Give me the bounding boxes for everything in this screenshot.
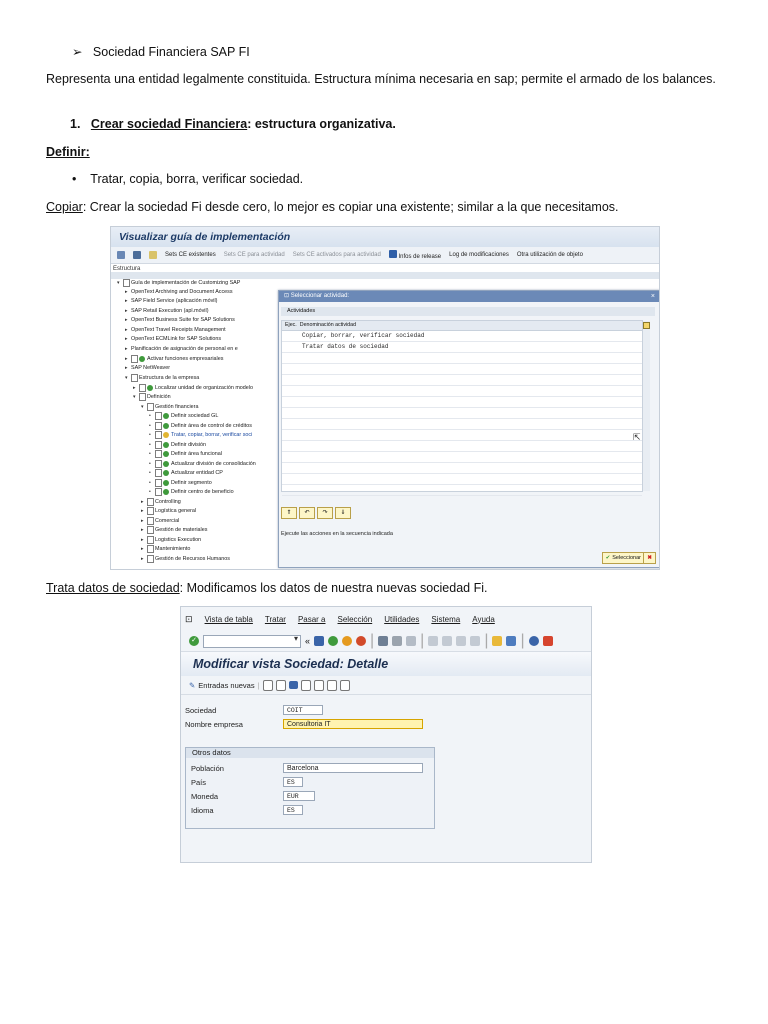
tree-header: Estructura [113,266,141,272]
tree-toggle-icon[interactable]: • [149,451,151,457]
execute-icon[interactable] [163,451,169,457]
document-icon [155,422,162,430]
arrow-bullet-icon: ➢ [72,45,83,59]
poblacion-label: Población [191,763,224,773]
bullet-actions [72,171,748,188]
save-icon[interactable] [314,636,324,646]
menu-tratar[interactable]: Tratar [264,614,286,624]
tree-node-label: Tratar, copiar, borrar, verificar soci [171,432,253,438]
application-toolbar [181,676,591,695]
separator: | [420,632,425,649]
tree-toggle-icon[interactable]: ▸ [141,517,144,524]
check-icon: ✔ [605,555,611,561]
document-icon [155,412,162,420]
dot-bullet-icon: • [72,172,77,186]
grid-row-empty [282,397,642,408]
toolbar-infos-release[interactable] [389,250,441,260]
grid-settings-icon[interactable] [643,322,650,329]
tree-toggle-icon[interactable]: ▸ [141,527,144,533]
cancel-icon[interactable] [356,636,366,646]
copy-icon[interactable] [263,680,273,691]
nombre-row [185,719,423,729]
document-icon [139,393,146,401]
cancel-icon: ✖ [647,555,652,561]
tree-node-label: OpenText Archiving and Document Access [131,288,233,295]
sociedad-field[interactable]: COIT [283,705,323,715]
tree-node-label: Logística general [155,508,197,514]
tree-node[interactable] [141,517,179,525]
step1-link-text: Crear sociedad Financiera [90,117,248,131]
tree-toggle-icon[interactable]: ▸ [141,498,144,505]
tree-node-label: Logistics Execution [155,536,202,543]
separator: | [370,632,375,649]
tree-node[interactable] [125,355,223,363]
tree-node-label: OpenText Business Suite for SAP Solutions [131,317,235,323]
first-page-icon[interactable] [428,636,438,646]
move-up-icon[interactable]: ⇑ [281,507,297,519]
execute-icon[interactable] [163,432,169,438]
pais-label: País [191,777,207,787]
page-title: Modificar vista Sociedad: Detalle [181,652,591,676]
grid-row-empty [282,386,642,397]
tree-toggle-icon[interactable]: ▸ [125,345,128,352]
menu-seleccion[interactable]: Selección [337,614,373,624]
tree-toggle-icon[interactable]: • [149,479,151,486]
redo-icon[interactable]: ↷ [317,507,333,519]
execute-icon[interactable] [147,385,153,391]
tree-node-label: Localizar unidad de organización modelo [155,384,253,391]
tree-toggle-icon[interactable]: ▾ [125,375,128,381]
toolbar-log-modificaciones[interactable]: Log de modificaciones [449,252,509,258]
tree-node-label: Controlling [155,498,181,505]
tree-node[interactable] [149,431,252,439]
tree-node-label: Mantenimiento [155,546,191,552]
document-icon [155,450,162,458]
double-left-icon[interactable]: « [305,636,311,646]
idioma-field[interactable]: ES [283,805,303,815]
grid-header [282,321,642,331]
tree-toggle-icon[interactable]: ▾ [117,280,120,286]
tree-node[interactable] [141,536,201,544]
tree-toggle-icon[interactable]: • [149,422,151,429]
grid-row-tratar[interactable]: Tratar datos de sociedad [282,342,642,353]
document-icon [155,460,162,468]
intro-paragraph: Representa una entidad legalmente constituida. Estructura mínima necesaria en sap; permite el armado de los balances. [46,72,716,86]
nombre-field[interactable]: Consultoria IT [283,719,423,729]
tree-node-label: Definir área de control de créditos [171,422,252,429]
tree-node[interactable] [149,479,212,487]
tree-node[interactable] [125,336,221,342]
command-bar [181,631,591,652]
tree-node-label: Estructura de la empresa [139,375,200,381]
copiar-label: Copiar [46,200,83,214]
document-icon [147,498,154,506]
document-icon [123,279,130,287]
save-icon[interactable] [133,251,141,259]
otros-datos-group [185,747,435,829]
tree-node-label: Definir segmento [171,479,212,486]
document-icon [147,545,154,553]
col-name: Denominación actividad [299,322,357,328]
tree-toggle-icon[interactable]: ▸ [141,508,144,514]
prev-page-icon[interactable] [442,636,452,646]
execute-icon[interactable] [163,489,169,495]
sociedad-label: Sociedad [185,705,217,715]
toolbar-sets-ce-actividad[interactable]: Sets CE para actividad [223,252,285,258]
menu-sistema[interactable]: Sistema [431,614,461,624]
tree-node-label: SAP Retail Execution (apl.móvil) [131,307,209,314]
tree-node-label: Gestión de Recursos Humanos [155,555,230,562]
tree-toggle-icon[interactable]: ▸ [125,307,128,314]
copiar-paragraph [46,199,722,216]
menu-ayuda[interactable]: Ayuda [472,614,495,624]
activities-grid [281,320,643,492]
grid-scrollbar[interactable] [642,321,650,491]
tree-node-label: Planificación de asignación de personal en e [131,345,238,352]
tree-toggle-icon[interactable]: ▸ [125,364,128,371]
tree-node[interactable] [149,460,256,468]
tree-node[interactable] [133,384,253,392]
tree-node-label: Definición [147,394,171,400]
tree-toggle-icon[interactable]: ▸ [141,555,144,562]
execute-icon[interactable] [163,470,169,476]
display-change-icon[interactable]: ✎ [189,680,196,690]
tree-node[interactable] [125,317,235,323]
dialog-title-bar [279,291,659,302]
exit-icon[interactable] [342,636,352,646]
tree-toggle-icon[interactable]: • [149,489,151,495]
print-icon[interactable] [378,636,388,646]
tree-node[interactable] [149,422,252,430]
tree-toggle-icon[interactable]: ▸ [125,326,128,333]
document-icon [147,507,154,515]
sap-view-screenshot [180,606,592,863]
select-button-label: Seleccionar [612,555,641,561]
tree-node[interactable] [149,441,206,449]
moneda-field[interactable]: EUR [283,791,315,801]
select-activity-dialog [278,290,660,568]
grid-row-empty [282,463,642,474]
tree-toggle-icon[interactable]: ▾ [133,394,136,400]
grid-row-copiar[interactable]: Copiar, borrar, verificar sociedad [282,331,642,342]
tree-node[interactable] [117,279,240,287]
tree-node[interactable] [125,346,238,352]
tree-node[interactable] [141,498,181,506]
next-entry-icon[interactable] [314,680,324,691]
tree-toggle-icon[interactable]: ▸ [125,288,128,295]
grid-row-empty [282,408,642,419]
last-page-icon[interactable] [470,636,480,646]
document-icon [147,526,154,534]
grid-row-empty [282,441,642,452]
poblacion-row [191,763,423,773]
moneda-row [191,791,315,801]
grid-row-empty [282,430,642,441]
tree-toggle-icon[interactable]: ▸ [125,336,128,342]
grid-row-empty [282,419,642,430]
tree-node-label: Definir sociedad GL [171,413,219,419]
tree-node-label: SAP NetWeaver [131,364,171,371]
mouse-cursor-icon: ⇱ [633,432,641,442]
tree-node[interactable] [149,412,218,420]
dialog-icon: ⊡ [284,293,290,299]
document-icon [147,517,154,525]
separator: | [257,680,260,690]
tree-toggle-icon[interactable]: • [149,460,151,467]
col-exec: Ejec. [285,322,297,328]
tree-node-label: Gestión de materiales [155,527,208,533]
grid-row-empty [282,452,642,463]
infos-release-label: Infos de release [398,254,442,260]
tree-toggle-icon[interactable]: • [149,413,151,419]
layout-menu-icon[interactable] [543,636,553,646]
toolbar-sets-ce-existentes[interactable]: Sets CE existentes [165,252,216,258]
help-icon[interactable] [529,636,539,646]
document-icon [139,384,146,392]
execute-icon[interactable] [163,423,169,429]
execute-icon[interactable] [163,461,169,467]
tree-toggle-icon[interactable]: ▸ [133,384,136,391]
moneda-label: Moneda [191,791,219,801]
new-session-icon[interactable] [492,636,502,646]
tree-node[interactable] [125,308,209,314]
ce-set-icon[interactable] [149,251,157,259]
execute-icon[interactable] [139,356,145,362]
menu-icon[interactable]: ⊡ [185,613,193,624]
execute-icon[interactable] [163,480,169,486]
bullet-heading-text: Sociedad Financiera SAP FI [92,45,250,59]
bullet-actions-text: Tratar, copia, borra, verificar sociedad. [90,172,304,186]
tree-node[interactable] [149,469,223,477]
bullet-heading [72,44,748,61]
trata-label: Trata datos de sociedad [46,581,180,595]
group-title: Otros datos [186,748,434,758]
img-title: Visualizar guía de implementación [111,227,659,247]
move-down-icon[interactable]: ⇓ [335,507,351,519]
tree-node[interactable] [141,403,198,411]
poblacion-field[interactable]: Barcelona [283,763,423,773]
next-page-icon[interactable] [456,636,466,646]
toolbar-sets-ce-activados[interactable]: Sets CE activados para actividad [292,252,381,258]
document-icon [147,536,154,544]
execute-icon[interactable] [163,413,169,419]
tab-actividades[interactable]: Actividades [281,307,655,316]
delete-icon[interactable] [276,680,286,691]
document-icon [155,441,162,449]
tree-toggle-icon[interactable]: ▸ [125,317,128,323]
sap-img-screenshot [110,226,660,570]
grid-row-empty [282,474,642,485]
menu-bar [181,607,591,631]
prev-entry-icon[interactable] [301,680,311,691]
tree-node-label: SAP Field Service (aplicación móvil) [131,298,218,304]
tree-node-label: Actualizar entidad CP [171,470,223,476]
tree-node[interactable] [133,393,171,401]
grid-row-empty [282,364,642,375]
grid-row-empty [282,353,642,364]
document-icon [155,488,162,496]
undo-icon[interactable] [289,681,298,689]
enter-icon[interactable]: ✓ [189,636,199,646]
menu-pasar-a[interactable]: Pasar a [297,614,326,624]
close-icon[interactable]: × [650,293,655,300]
cancel-button[interactable] [643,552,656,564]
tree-node[interactable] [149,488,234,496]
back-icon[interactable] [328,636,338,646]
tree-toggle-icon[interactable]: • [149,441,151,448]
document-icon [155,469,162,477]
tree-toggle-icon[interactable]: • [149,432,151,438]
copiar-text: : Crear la sociedad Fi desde cero, lo mejor es copiar una existente; similar a la que necesitamos. [82,200,619,214]
tree-toggle-icon[interactable]: ▸ [141,536,144,543]
separator: | [484,632,489,649]
dialog-title: Seleccionar actividad: [290,293,350,299]
tree-node[interactable] [149,450,222,458]
idioma-label: Idioma [191,805,214,815]
tree-node-label: Definir división [171,441,207,448]
grid-row-empty [282,375,642,386]
step1-heading [70,116,746,133]
select-all-icon[interactable] [327,680,337,691]
tree-node-label: Activar funciones empresariales [147,356,224,362]
tree-node-label: Guía de implementación de Customizing SAP [131,280,241,286]
menu-vista-tabla[interactable]: Vista de tabla [204,614,253,624]
tree-toggle-icon[interactable]: ▸ [125,356,128,362]
tree-header-band [111,272,659,279]
tree-toggle-icon[interactable]: ▸ [141,546,144,552]
document-icon [155,431,162,439]
undo-icon[interactable]: ↶ [299,507,315,519]
tree-node-label: OpenText ECMLink for SAP Solutions [131,336,222,342]
select-button[interactable] [602,552,645,564]
command-field[interactable] [203,635,301,648]
document-icon [155,479,162,487]
pais-field[interactable]: ES [283,777,303,787]
sociedad-row [185,705,323,715]
document-icon [131,374,138,382]
shortcut-icon[interactable] [506,636,516,646]
definir-label: Definir: [46,145,90,159]
step1-rest-text: : estructura organizativa. [247,117,396,131]
tree-node[interactable] [125,327,226,333]
deselect-icon[interactable] [340,680,350,691]
tree-node[interactable] [141,507,196,515]
pais-row [191,777,303,787]
idioma-row [191,805,303,815]
tree-node-label: Comercial [155,517,180,524]
menu-utilidades[interactable]: Utilidades [384,614,420,624]
tree-node-label: Actualizar división de consolidación [171,460,256,467]
dialog-status-text: Ejecute las acciones en la secuencia indicada [281,531,393,537]
tree-node[interactable] [141,555,230,563]
nombre-label: Nombre empresa [185,719,243,729]
tree-node-label: Gestión financiera [155,403,199,410]
tree-node-label: Definir centro de beneficio [171,489,234,495]
find-icon[interactable] [392,636,402,646]
toolbar-otra-utilizacion[interactable]: Otra utilización de objeto [516,252,583,258]
find-next-icon[interactable] [406,636,416,646]
tree-node-label: OpenText Travel Receipts Management [131,326,226,333]
tree-node[interactable] [125,374,199,382]
tree-node[interactable] [125,298,217,304]
trata-paragraph [46,580,722,597]
trata-text: : Modificamos los datos de nuestra nuevas sociedad Fi. [179,581,488,595]
dialog-small-buttons [281,507,351,519]
step1-number: 1. [70,117,81,131]
tree-toggle-icon[interactable]: • [149,470,151,476]
tree-node[interactable] [141,545,190,553]
separator: | [520,632,525,649]
tree-node-label: Definir área funcional [171,451,222,457]
document-icon [147,555,154,563]
execute-icon[interactable] [163,442,169,448]
info-icon [389,250,397,258]
img-toolbar [111,247,659,264]
tree-node[interactable] [141,526,207,534]
document-icon [147,403,154,411]
tree-node[interactable] [125,365,170,371]
document-icon [131,355,138,363]
tree-toggle-icon[interactable]: ▸ [125,298,128,304]
expand-icon[interactable] [117,251,125,259]
grid-row-empty [282,485,642,496]
new-entries-button[interactable]: Entradas nuevas [198,680,255,690]
tree-toggle-icon[interactable]: ▾ [141,403,144,410]
tree-node[interactable] [125,289,233,295]
